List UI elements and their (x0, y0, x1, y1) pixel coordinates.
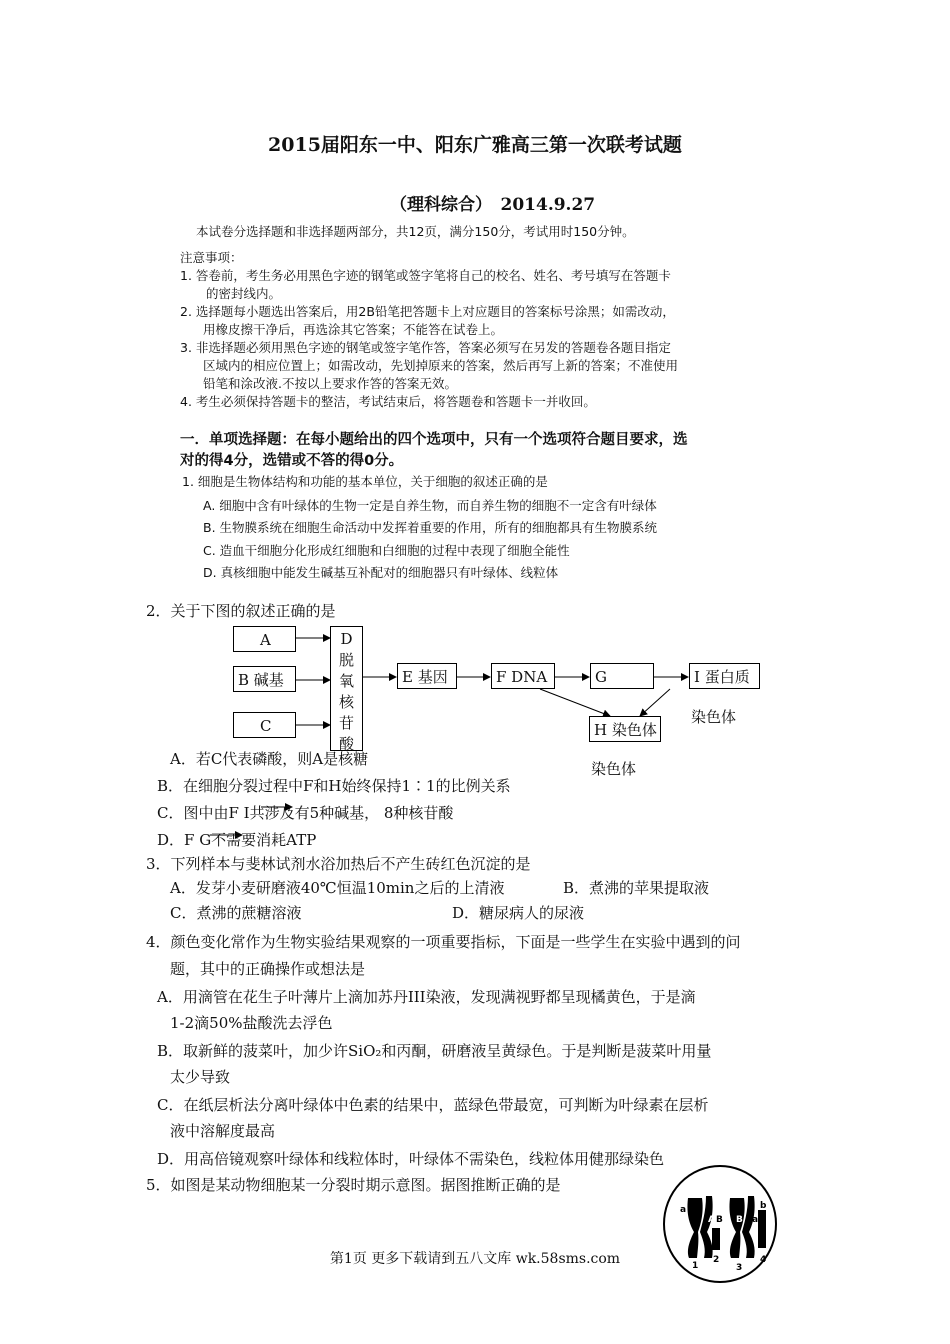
q4-option-a: A．用滴管在花生子叶薄片上滴加苏丹III染液，发现满视野都呈现橘黄色，于是滴 (157, 988, 696, 1006)
cell-label: 2 (713, 1255, 720, 1265)
q4-option-b: B．取新鲜的菠菜叶，加少许SiO₂和丙酮，研磨液呈黄绿色。于是判断是菠菜叶用量 (157, 1042, 712, 1060)
q2-option-c: C．图中由F I共涉及有5种碱基， 8种核苷酸 (157, 804, 454, 822)
q3-option-b: B．煮沸的苹果提取液 (563, 879, 710, 897)
q3-stem: 3．下列样本与斐林试剂水浴加热后不产生砖红色沉淀的是 (146, 855, 531, 873)
diagram-label: 染色体 (591, 760, 637, 778)
cell-label: 3 (736, 1263, 743, 1273)
cell-label: a (752, 1215, 759, 1225)
q4-option-d: D．用高倍镜观察叶绿体和线粒体时，叶绿体不需染色，线粒体用健那绿染色 (157, 1150, 665, 1168)
exam-subtitle: （理科综合） 2014.9.27 (390, 195, 596, 215)
q1-option-b: B. 生物膜系统在细胞生命活动中发挥着重要的作用，所有的细胞都具有生物膜系统 (203, 520, 658, 535)
box-h: H 染色体 (589, 716, 661, 742)
section-heading: 一．单项选择题：在每小题给出的四个选项中，只有一个选项符合题目要求，选 (180, 432, 688, 448)
notice-heading: 注意事项： (180, 250, 243, 265)
diagram-label: 染色体 (691, 708, 737, 726)
box-f: F DNA (491, 663, 555, 689)
box-c: C (233, 712, 296, 738)
q4-stem: 4．颜色变化常作为生物实验结果观察的一项重要指标，下面是一些学生在实验中遇到的问 (146, 933, 741, 951)
notice-line: 4. 考生必须保持答题卡的整洁，考试结束后，将答题卷和答题卡一并收回。 (180, 394, 596, 409)
q2-option-a: A．若C代表磷酸，则A是核糖 (170, 750, 369, 768)
cell-label: A (708, 1215, 715, 1225)
q4-option-c: 液中溶解度最高 (170, 1122, 276, 1140)
q2-option-d: D．F G不需要消耗ATP (157, 831, 317, 849)
cell-label: B (716, 1215, 723, 1225)
notice-line: 用橡皮擦干净后，再选涂其它答案；不能答在试卷上。 (203, 322, 504, 337)
q2-stem: 2．关于下图的叙述正确的是 (146, 602, 336, 620)
q1-option-c: C. 造血干细胞分化形成红细胞和白细胞的过程中表现了细胞全能性 (203, 543, 570, 558)
notice-line: 的密封线内。 (206, 286, 282, 301)
q2-option-b: B．在细胞分裂过程中F和H始终保持1∶1的比例关系 (157, 777, 511, 795)
q4-option-a: 1-2滴50%盐酸洗去浮色 (170, 1014, 333, 1032)
section-heading: 对的得4分，选错或不答的得0分。 (180, 453, 404, 469)
q4-option-c: C．在纸层析法分离叶绿体中色素的结果中，蓝绿色带最宽，可判断为叶绿素在层析 (157, 1096, 709, 1114)
box-i: I 蛋白质 (689, 663, 760, 689)
q3-option-a: A．发芽小麦研磨液40℃恒温10min之后的上清液 (170, 879, 505, 897)
q3-option-d: D．糖尿病人的尿液 (452, 904, 585, 922)
notice-line: 2. 选择题每小题选出答案后，用2B铅笔把答题卡上对应题目的答案标号涂黑；如需改动， (180, 304, 675, 319)
q4-option-b: 太少导致 (170, 1068, 231, 1086)
q1-option-d: D. 真核细胞中能发生碱基互补配对的细胞器只有叶绿体、线粒体 (203, 565, 559, 580)
notice-line: 1. 答卷前，考生务必用黑色字迹的钢笔或签字笔将自己的校名、姓名、考号填写在答题卡 (180, 268, 671, 283)
q1-option-a: A. 细胞中含有叶绿体的生物一定是自养生物，而自养生物的细胞不一定含有叶绿体 (203, 498, 657, 513)
notice-line: 3. 非选择题必须用黑色字迹的钢笔或签字笔作答，答案必须写在另发的答题卷各题目指定 (180, 340, 671, 355)
q4-stem: 题，其中的正确操作或想法是 (170, 960, 366, 978)
q3-option-c: C．煮沸的蔗糖溶液 (170, 904, 302, 922)
cell-label: B (736, 1215, 743, 1225)
box-e: E 基因 (397, 663, 457, 689)
cell-label: 4 (760, 1255, 767, 1265)
box-b: B 碱基 (233, 666, 296, 692)
page-title: 2015届阳东一中、阳东广雅高三第一次联考试题 (268, 134, 682, 156)
box-a: A (233, 626, 296, 652)
cell-label: 1 (692, 1261, 699, 1271)
page-footer: 第1页 更多下载请到五八文库 wk.58sms.com (329, 1251, 621, 1267)
cell-label: a (680, 1205, 687, 1215)
q1-stem: 1. 细胞是生物体结构和功能的基本单位，关于细胞的叙述正确的是 (182, 474, 548, 489)
notice-line: 区域内的相应位置上；如需改动，先划掉原来的答案，然后再写上新的答案；不准使用 (203, 358, 679, 373)
box-g: G (590, 663, 654, 689)
box-d: D 脱 氧 核 苷 酸 (330, 626, 363, 751)
q5-stem: 5．如图是某动物细胞某一分裂时期示意图。据图推断正确的是 (146, 1176, 561, 1194)
exam-intro: 本试卷分选择题和非选择题两部分，共12页，满分150分，考试用时150分钟。 (196, 224, 635, 239)
notice-line: 铅笔和涂改液.不按以上要求作答的答案无效。 (203, 376, 457, 391)
cell-label: b (760, 1201, 767, 1211)
